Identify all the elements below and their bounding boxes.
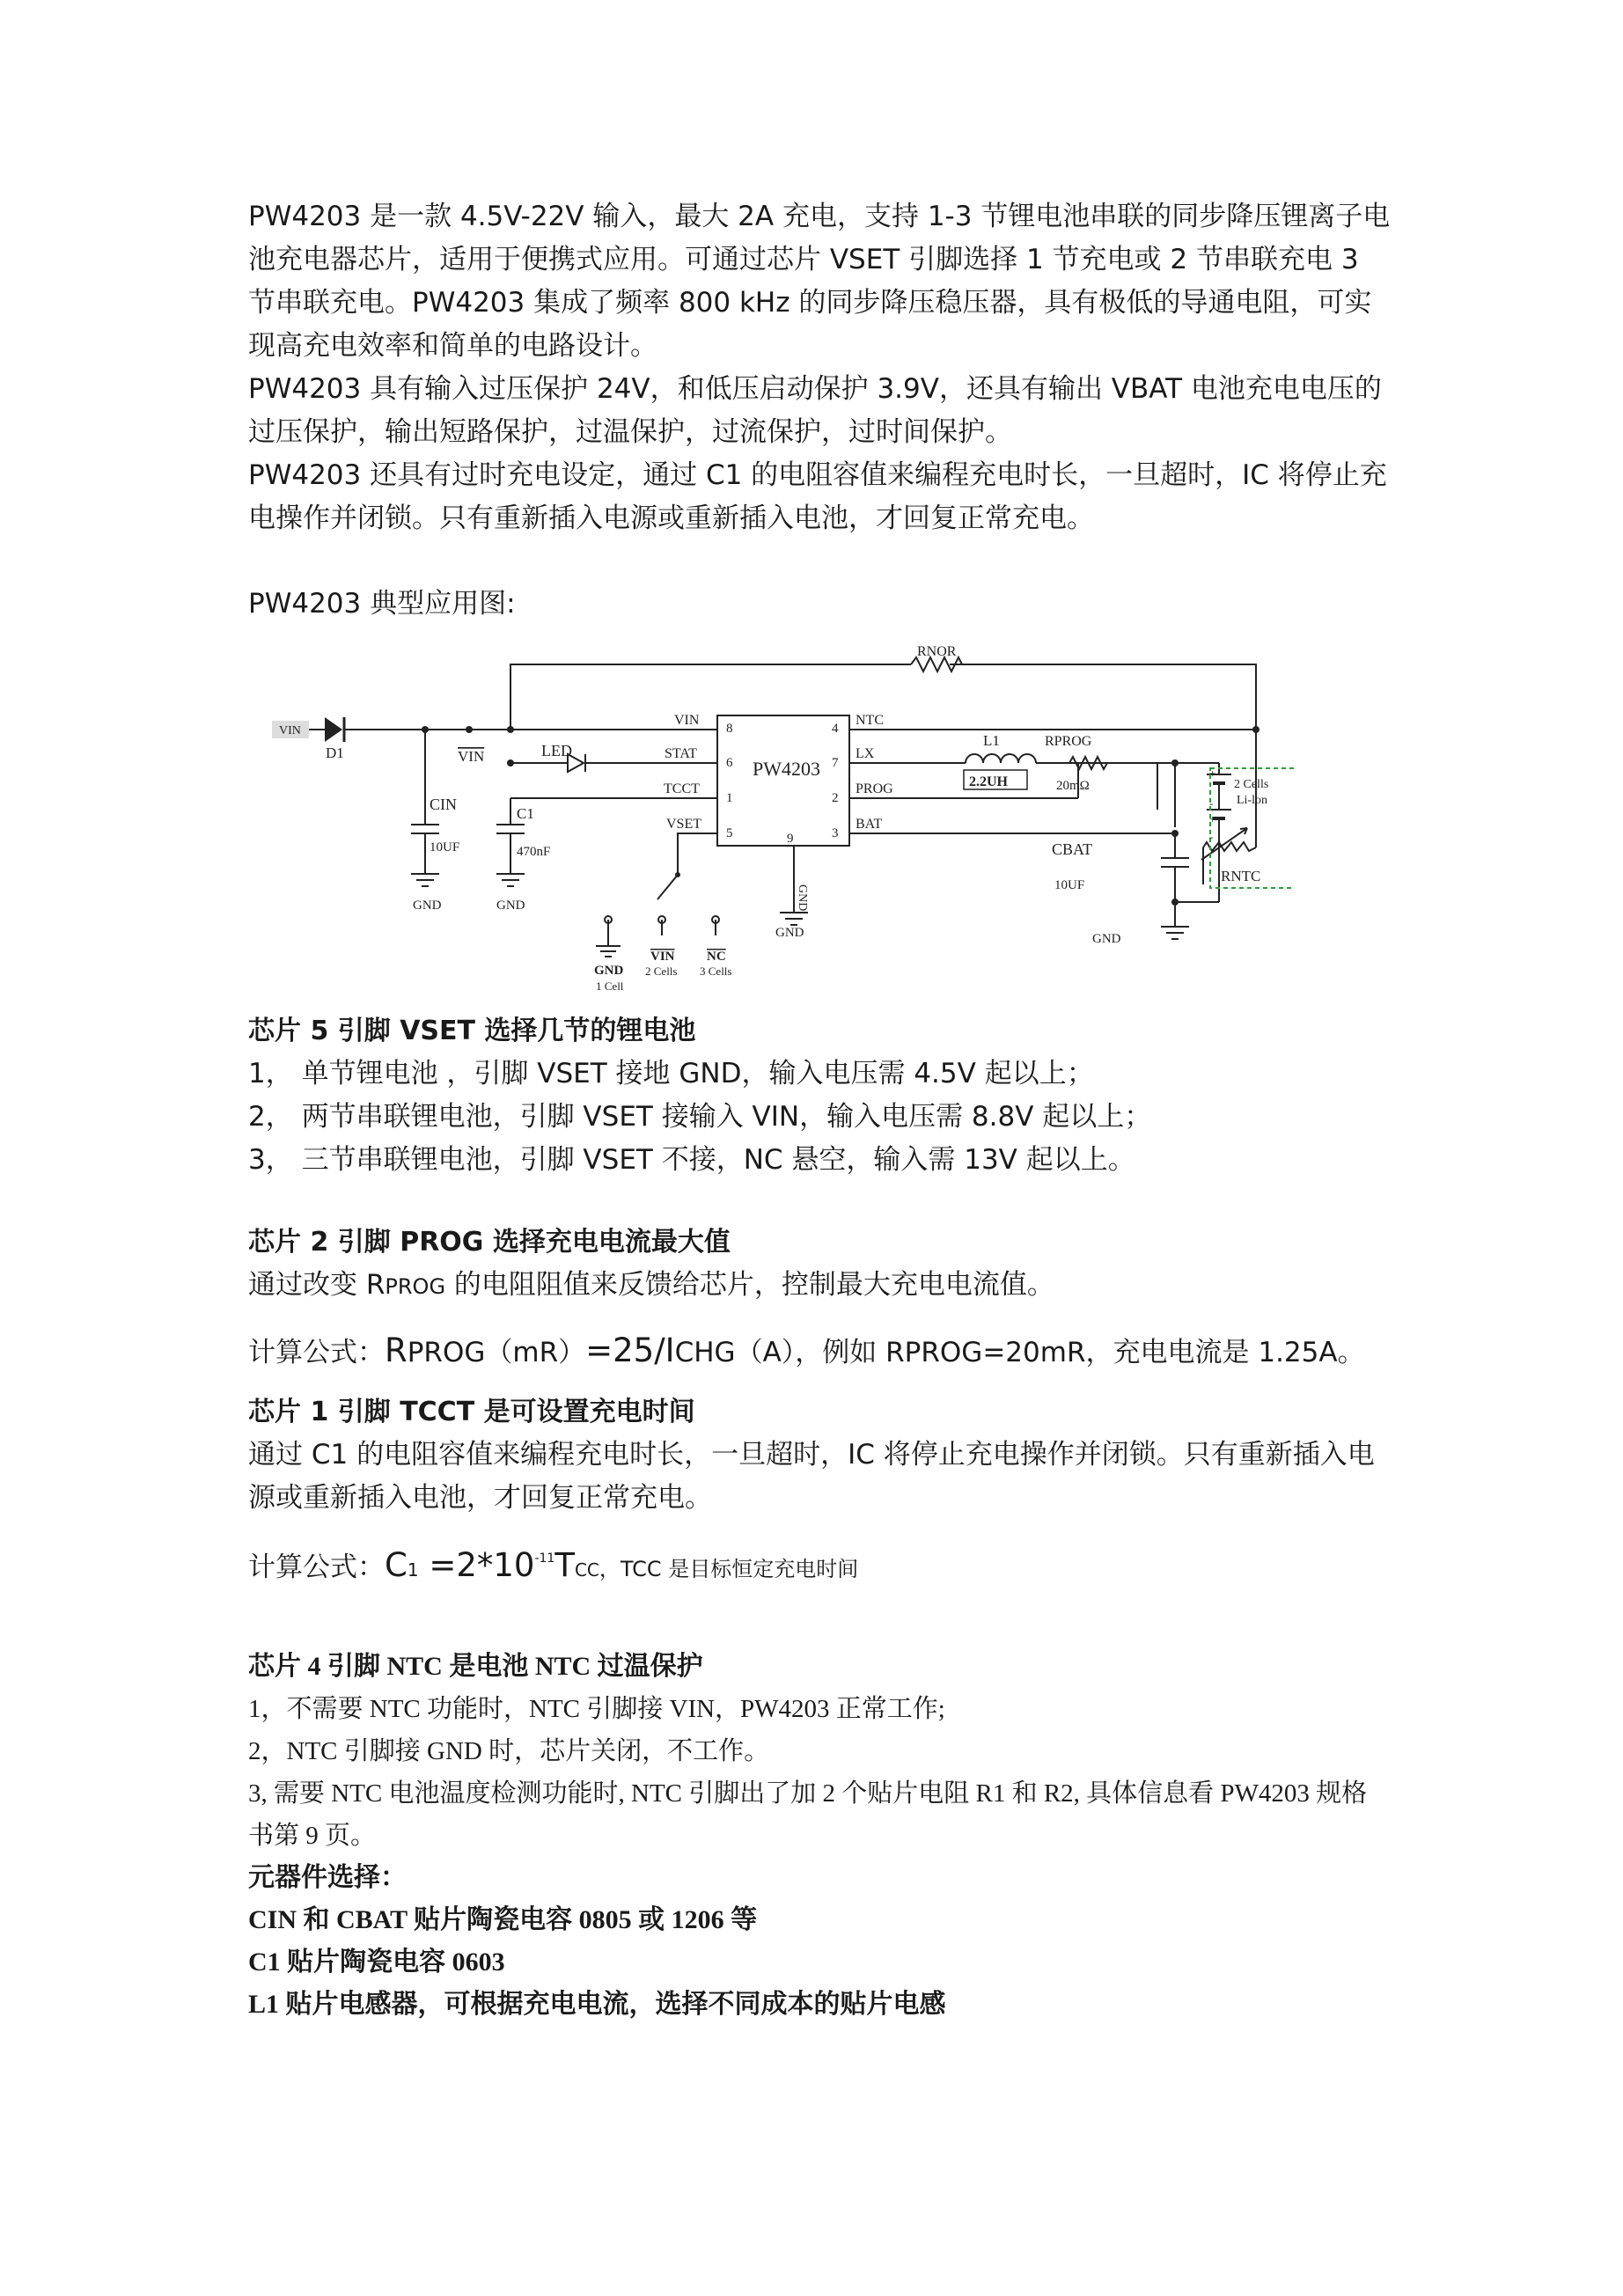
prog-formula: 计算公式：RPROG（mR）=25/ICHG（A），例如 RPROG=20mR，充电电流是 1.25A。 (248, 1331, 1365, 1369)
vset-heading: 芯片 5 引脚 VSET 选择几节的锂电池 (248, 1016, 696, 1046)
ntc-heading: 芯片 4 引脚 NTC 是电池 NTC 过温保护 (248, 1652, 703, 1681)
pin-bat-label: BAT (856, 817, 883, 832)
pin-vin-label: VIN (674, 713, 700, 728)
ntc-item-2: 2，NTC 引脚接 GND 时，芯片关闭，不工作。 (248, 1737, 770, 1765)
label-d1: D1 (326, 745, 344, 761)
pin-tcct-label: TCCT (664, 781, 700, 796)
label-c1-value: 470nF (517, 845, 551, 859)
label-gnd-cbat: GND (1092, 932, 1121, 946)
pin-lx-label: LX (856, 746, 875, 761)
label-gnd-chip: GND (775, 926, 804, 940)
component-item-1: CIN 和 CBAT 贴片陶瓷电容 0805 或 1206 等 (248, 1905, 758, 1934)
label-c1: C1 (517, 805, 534, 822)
pin-7: 7 (832, 756, 839, 770)
label-plus-1: + (1209, 767, 1216, 780)
label-gnd-cin: GND (413, 899, 442, 913)
pin-prog-label: PROG (856, 781, 893, 796)
diagram-caption: PW4203 典型应用图: (248, 588, 516, 620)
intro-paragraph-3: PW4203 还具有过时充电设定，通过 C1 的电阻容值来编程充电时长，一旦超时，IC 将停止充电操作并闭锁。只有重新插入电源或重新插入电池，才回复正常充电。 (248, 459, 1387, 534)
tcct-heading: 芯片 1 引脚 TCCT 是可设置充电时间 (248, 1397, 695, 1427)
label-plus-2: + (1209, 812, 1216, 825)
label-gnd-c1: GND (496, 899, 525, 913)
diagram-caption-block (248, 583, 1392, 626)
vset-item-1: 1， 单节锂电池 ，引脚 VSET 接地 GND，输入电压需 4.5V 起以上； (248, 1058, 1094, 1089)
diode-d1-icon (325, 717, 342, 742)
tcct-section (248, 1390, 1392, 1593)
pin-4: 4 (832, 722, 839, 736)
pin-ntc-label: NTC (856, 713, 884, 728)
label-select-nc-sub: 3 Cells (700, 965, 732, 978)
label-rntc: RNTC (1221, 868, 1261, 884)
label-select-nc: NC (707, 950, 726, 964)
label-cbat-value: 10UF (1054, 878, 1085, 892)
label-l1: L1 (983, 732, 1000, 749)
pin-stat-label: STAT (665, 746, 697, 761)
label-select-gnd-sub: 1 Cell (596, 979, 624, 993)
pin-8: 8 (726, 722, 733, 736)
prog-description: 通过改变 RPROG 的电阻阻值来反馈给芯片，控制最大充电电流值。 (248, 1269, 1054, 1301)
label-select-vin: VIN (650, 950, 675, 964)
pin-vset-label: VSET (666, 817, 701, 832)
pin-2: 2 (832, 791, 839, 805)
prog-section (248, 1221, 1392, 1375)
pin-5: 5 (726, 826, 733, 840)
label-liion: Li-lon (1237, 794, 1267, 807)
label-select-gnd: GND (594, 964, 624, 978)
intro-section (248, 195, 1392, 540)
ntc-section (248, 1646, 1392, 1857)
pin-gnd-label: GND (796, 884, 809, 912)
vset-item-3: 3， 三节串联锂电池，引脚 VSET 不接，NC 悬空，输入需 13V 起以上。 (248, 1144, 1135, 1176)
component-item-2: C1 贴片陶瓷电容 0603 (248, 1948, 505, 1977)
chip-label: PW4203 (753, 758, 820, 780)
label-cells: 2 Cells (1234, 778, 1269, 791)
label-vin-node: VIN (458, 748, 485, 765)
components-section (248, 1857, 1392, 2026)
label-rprog-value: 20mΩ (1056, 779, 1090, 793)
label-led: LED (541, 742, 572, 759)
label-l1-value: 2.2UH (969, 774, 1008, 789)
ntc-item-1: 1，不需要 NTC 功能时，NTC 引脚接 VIN，PW4203 正常工作; (248, 1695, 945, 1723)
label-minus-1: - (1209, 796, 1214, 810)
label-rprog: RPROG (1045, 734, 1092, 749)
application-circuit-diagram (268, 629, 1294, 1008)
pin-9: 9 (787, 832, 794, 846)
vset-section (248, 1009, 1392, 1182)
label-select-vin-sub: 2 Cells (645, 965, 678, 978)
intro-paragraph-1: PW4203 是一款 4.5V-22V 输入，最大 2A 充电，支持 1-3 节锂电池串联的同步降压锂离子电池充电器芯片，适用于便携式应用。可通过芯片 VSET 引脚选择 1 节充电或 2 节串联充电 3 节串联充电。PW4203 集成了频率 800 kHz 的同步降压稳压器，具有极低的导通电阻，可实现高充电效率和简单的电路设计。 (248, 201, 1391, 362)
pin-6: 6 (726, 756, 733, 770)
label-vin-in: VIN (279, 724, 301, 737)
label-cin-value: 10UF (430, 840, 460, 855)
ntc-item-3: 3, 需要 NTC 电池温度检测功能时, NTC 引脚出了加 2 个贴片电阻 R1 和 R2, 具体信息看 PW4203 规格书第 9 页。 (248, 1779, 1368, 1850)
pin-1: 1 (726, 791, 733, 805)
label-minus-2: - (1209, 830, 1214, 843)
tcct-formula: 计算公式：$C1 =2*10^{-11}TCC$，TCC 是目标恒定充电时间 (248, 1546, 859, 1584)
intro-paragraph-2: PW4203 具有输入过压保护 24V，和低压启动保护 3.9V，还具有输出 VBAT 电池充电电压的过压保护，输出短路保护，过温保护，过流保护，过时间保护。 (248, 373, 1382, 448)
label-rnor: RNOR (917, 644, 957, 659)
vset-item-2: 2， 两节串联锂电池，引脚 VSET 接输入 VIN，输入电压需 8.8V 起以上； (248, 1101, 1152, 1133)
tcct-description: 通过 C1 的电阻容值来编程充电时长，一旦超时，IC 将停止充电操作并闭锁。只有重新插入电源或重新插入电池，才回复正常充电。 (248, 1439, 1375, 1514)
prog-heading: 芯片 2 引脚 PROG 选择充电电流最大值 (248, 1227, 731, 1258)
label-cbat: CBAT (1052, 840, 1093, 858)
component-item-3: L1 贴片电感器，可根据充电电流，选择不同成本的贴片电感 (248, 1990, 946, 2019)
pin-3: 3 (832, 826, 839, 840)
label-cin: CIN (430, 796, 457, 813)
components-heading: 元器件选择： (248, 1863, 407, 1892)
